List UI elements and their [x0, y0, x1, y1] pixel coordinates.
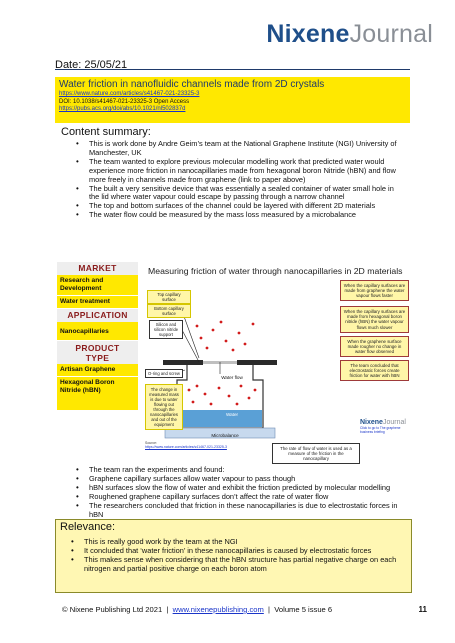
- right-plate: [237, 360, 277, 365]
- rate-note: The rate of flow of water is used as a measure of the friction in the nanocapillary: [272, 443, 360, 464]
- article-doi: DOI: 10.1038/s41467-021-23325-3 Open Access: [59, 98, 190, 105]
- logo-part-2: Journal: [349, 20, 433, 48]
- finding-box-1: When the capillary surfaces are made from graphene the water vapour flows faster: [340, 280, 409, 301]
- source-link[interactable]: https://www.nature.com/articles/s41467-021-23325-3: [145, 445, 227, 450]
- findings-list: [75, 466, 405, 519]
- list-item: • The team wanted to explore previous molecular modelling work that predicted water would experience more friction in nanocapillaries made from hexagonal boron Nitride (hBN) and flow more freely in channels made from graphene (link to paper above): [75, 158, 405, 185]
- mass-change-label: The change in measured mass is due to water flowing out through the nanocapillaries and out of the equipment: [145, 384, 183, 430]
- product-item: Hexagonal Boron Nitride (hBN): [57, 377, 138, 411]
- list-item: • This makes sense when considering that the hBN structure has partial negative charge on each nitrogen and partial positive charge on each boron atom: [70, 556, 400, 574]
- mini-logo[interactable]: [360, 419, 406, 447]
- list-item: • This is really good work by the team at the NGI: [70, 538, 400, 547]
- date-text: Date: 25/05/21: [55, 59, 128, 71]
- category-sidebar: [57, 262, 138, 458]
- list-item: • This is work done by Andre Geim’s team at the National Graphene Institute (NGI) University of Manchester, UK: [75, 140, 405, 158]
- mini-logo-part-1: Nixene: [360, 419, 383, 426]
- article-link-1[interactable]: https://www.nature.com/articles/s41467-021-23325-3: [59, 91, 200, 97]
- footer-separator: |: [265, 605, 273, 614]
- left-plate: [163, 360, 203, 365]
- bottom-surface-label: Bottom capillary surface: [147, 304, 191, 318]
- date-row: [55, 55, 410, 70]
- list-item: • The team ran the experiments and found:: [75, 466, 405, 475]
- market-item: Research and Development: [57, 275, 138, 296]
- mini-logo-sub[interactable]: Click to go to The graphene business briefing: [360, 426, 401, 434]
- water-label: Water: [225, 412, 239, 417]
- list-item: • The top and bottom surfaces of the channel could be layered with different 2D materials: [75, 202, 405, 211]
- list-item: • hBN surfaces slow the flow of water and exhibit the friction predicted by molecular modelling: [75, 484, 405, 493]
- figure-title: Measuring friction of water through nanocapillaries in 2D materials: [148, 266, 403, 276]
- list-item: • The water flow could be measured by the mass loss measured by a microbalance: [75, 211, 405, 220]
- water-flow-label: Water flow: [221, 375, 243, 380]
- footer-separator: |: [164, 605, 171, 614]
- article-title: Water friction in nanofluidic channels made from 2D crystals: [59, 79, 325, 90]
- relevance-box: [55, 519, 412, 593]
- logo-part-1: Nixene: [266, 20, 350, 48]
- microbalance-label: Microbalance: [211, 433, 239, 438]
- article-header: [55, 77, 410, 123]
- list-item: • The built a very sensitive device that was essentially a sealed container of water small hole in the lid where water vapour could escape by passing through a narrow channel: [75, 185, 405, 203]
- product-item: Artisan Graphene: [57, 364, 138, 377]
- product-heading-line-1: PRODUCT: [75, 343, 120, 353]
- journal-logo: [266, 20, 433, 49]
- footer: [62, 605, 407, 614]
- summary-list: [75, 140, 405, 220]
- website-link[interactable]: www.nixenepublishing.com: [172, 605, 264, 614]
- market-item: Water treatment: [57, 296, 138, 309]
- finding-box-4: The team concluded that electrostatic forces create friction for water with hBN: [340, 360, 409, 381]
- list-item: • Roughened graphene capillary surfaces don’t affect the rate of water flow: [75, 493, 405, 502]
- figure-source: [145, 441, 227, 450]
- experiment-figure: [57, 262, 409, 462]
- leader-lines: [169, 308, 199, 376]
- top-surface-label: Top capillary surface: [147, 290, 191, 304]
- volume-text: Volume 5 issue 6: [274, 605, 333, 614]
- product-type-heading: [57, 341, 138, 364]
- summary-heading: Content summary:: [61, 126, 151, 138]
- silicon-label: Silicon and silicon nitride support: [149, 320, 183, 339]
- source-label: Source:: [145, 441, 158, 445]
- page-number: 11: [418, 605, 427, 614]
- finding-box-3: When the graphene surface made rougher no change in water flow observed: [340, 336, 409, 357]
- copyright: © Nixene Publishing Ltd 2021: [62, 605, 163, 614]
- list-item: • It concluded that ‘water friction’ in these nanocapillaries is caused by electrostatic forces: [70, 547, 400, 556]
- market-heading: MARKET: [57, 262, 138, 275]
- list-item: • Graphene capillary surfaces allow water vapour to pass though: [75, 475, 405, 484]
- application-heading: APPLICATION: [57, 309, 138, 322]
- mini-logo-part-2: Journal: [382, 419, 406, 426]
- o-ring-label: O-ring and screw: [145, 369, 183, 378]
- article-link-2[interactable]: https://pubs.acs.org/doi/abs/10.1021/nl502837d: [59, 106, 186, 112]
- relevance-heading: Relevance:: [60, 521, 116, 533]
- application-item: Nanocapillaries: [57, 322, 138, 341]
- list-item: • The researchers concluded that friction in these nanocapillaries is due to electrostatic forces in hBN: [75, 502, 405, 520]
- relevance-list: [70, 538, 400, 574]
- product-heading-line-2: TYPE: [85, 353, 110, 363]
- finding-box-2: When the capillary surfaces are made from hexagonal boron nitride (hBN) the water vapour flows much slower: [340, 306, 409, 333]
